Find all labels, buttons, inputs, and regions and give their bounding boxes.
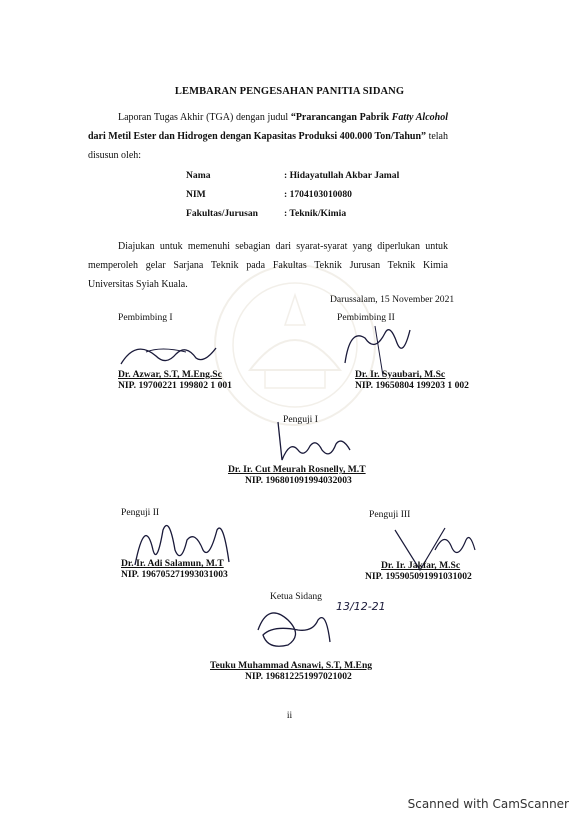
role-pembimbing-1: Pembimbing I (118, 312, 173, 323)
name-penguji-2: Dr. Ir. Adi Salamun, M.T (121, 558, 224, 569)
field-value-nama: : Hidayatullah Akbar Jamal (284, 170, 400, 181)
role-penguji-2: Penguji II (121, 507, 160, 518)
thesis-title-italic: Fatty Alcohol (391, 112, 448, 123)
nip-pembimbing-1: NIP. 19700221 199802 1 001 (118, 380, 232, 391)
thesis-title-part-b: dari Metil Ester dan Hidrogen dengan Kapasitas Produksi 400.000 Ton/Tahun” (88, 131, 427, 142)
field-value-fakultas: : Teknik/Kimia (284, 208, 347, 219)
field-value-nim: : 1704103010080 (284, 189, 352, 200)
nip-penguji-3: NIP. 195905091991031002 (365, 571, 472, 582)
field-label-nim: NIM (186, 189, 206, 200)
nip-penguji-1: NIP. 196801091994032003 (245, 475, 352, 486)
handwritten-date: 13/12-21 (336, 600, 386, 613)
intro-paragraph (88, 108, 448, 165)
name-ketua-sidang: Teuku Muhammad Asnawi, S.T, M.Eng (210, 660, 373, 671)
role-penguji-3: Penguji III (369, 509, 411, 520)
role-penguji-1: Penguji I (283, 414, 318, 425)
page-number: ii (286, 710, 293, 721)
intro-pre-text: Laporan Tugas Akhir (TGA) dengan judul (118, 112, 291, 123)
signature-ketua-sidang (248, 600, 348, 652)
field-label-nama: Nama (186, 170, 211, 181)
signature-pembimbing-1 (116, 334, 226, 374)
signature-penguji-1 (270, 420, 360, 464)
intro-post-text: telah disusun oleh: (88, 131, 448, 161)
place-date: Darussalam, 15 November 2021 (330, 294, 455, 305)
role-ketua-sidang: Ketua Sidang (270, 591, 322, 602)
name-pembimbing-2: Dr. Ir. Syaubari, M.Sc (355, 369, 446, 380)
name-penguji-3: Dr. Ir. Jakfar, M.Sc (381, 560, 461, 571)
page-title: LEMBARAN PENGESAHAN PANITIA SIDANG (174, 86, 405, 97)
name-penguji-1: Dr. Ir. Cut Meurah Rosnelly, M.T (228, 464, 366, 475)
thesis-title-part-a: “Prarancangan Pabrik (290, 112, 392, 123)
purpose-paragraph: Diajukan untuk memenuhi sebagian dari syarat-syarat yang diperlukan untuk memperoleh gelar Sarjana Teknik pada Fakultas Teknik Jurusan Teknik Kimia Universitas Syiah Kuala. (88, 241, 448, 290)
role-pembimbing-2: Pembimbing II (337, 312, 395, 323)
name-pembimbing-1: Dr. Azwar, S.T, M.Eng.Sc (118, 369, 222, 380)
nip-ketua-sidang: NIP. 196812251997021002 (245, 671, 352, 682)
camscanner-footer: Scanned with CamScanner (407, 797, 569, 811)
nip-penguji-2: NIP. 196705271993031003 (121, 569, 228, 580)
nip-pembimbing-2: NIP. 19650804 199203 1 002 (355, 380, 469, 391)
field-label-fakultas: Fakultas/Jurusan (186, 208, 258, 219)
